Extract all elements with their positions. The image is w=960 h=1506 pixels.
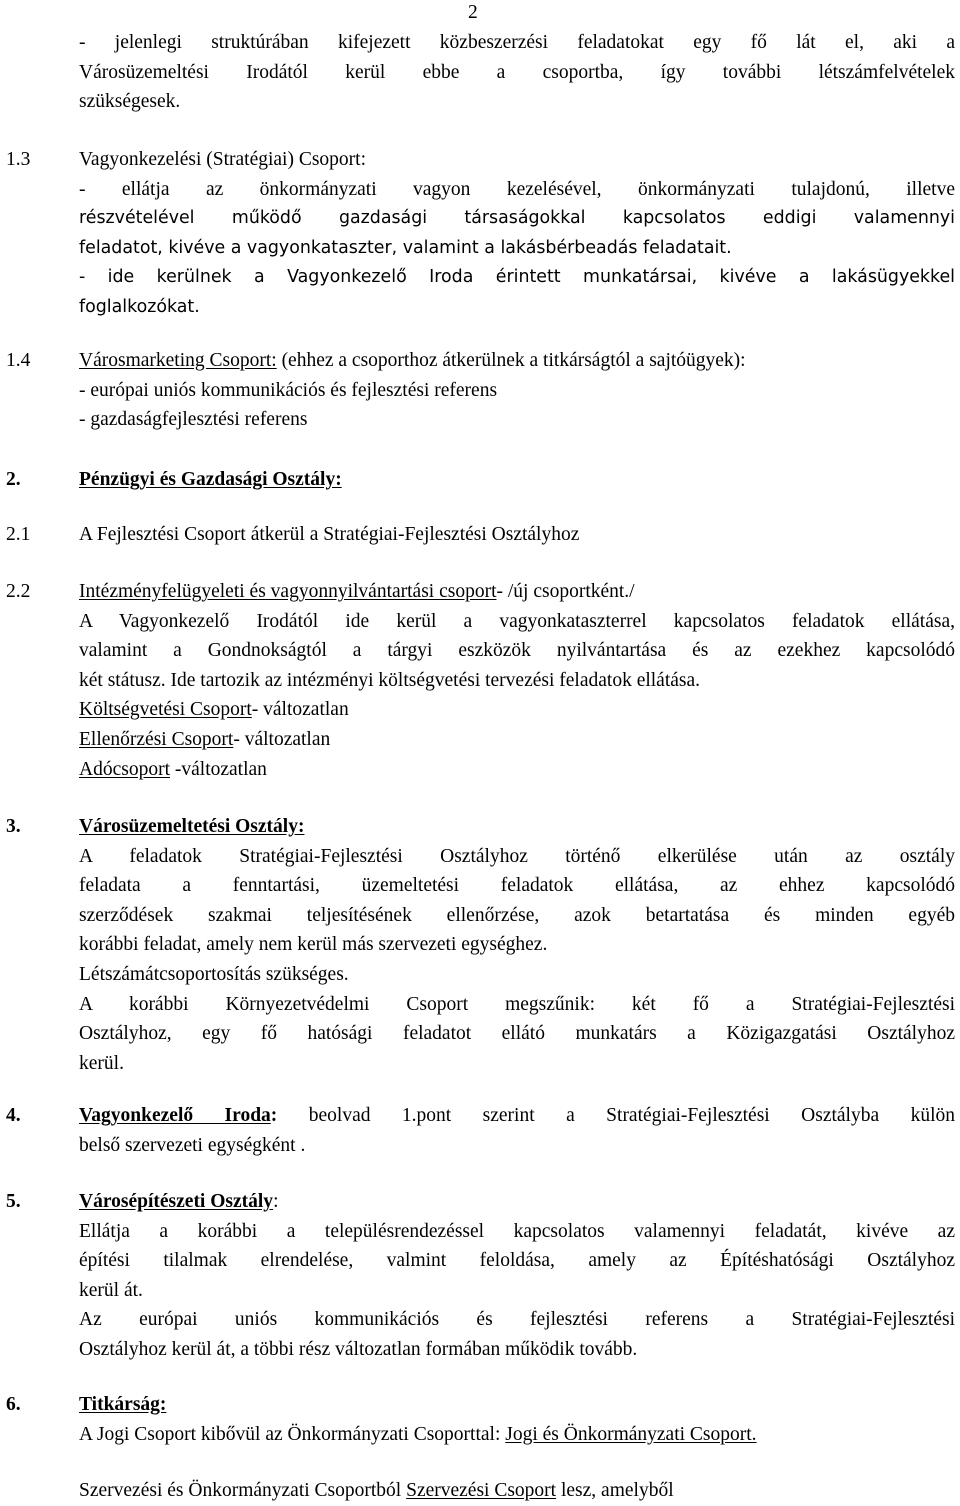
group-line-1 (79, 695, 955, 725)
section-heading-rest: - /új csoportként./ (496, 581, 635, 602)
group-status: -változatlan (170, 758, 267, 780)
section-line-4: Az európai uniós kommunikációs és fejlesztési referens a Stratégiai-Fejlesztési (79, 1309, 955, 1331)
section-heading: Vagyonkezelő Iroda (79, 1105, 271, 1126)
section-heading: Városüzemeltetési Osztály: (79, 816, 305, 837)
section-number: 1.3 (6, 149, 31, 170)
section-line-7: Osztályhoz, egy fő hatósági feladatot ellátó munkatárs a Közigazgatási Osztályhoz (79, 1023, 955, 1045)
section-number: 5. (6, 1191, 21, 1212)
section-line-5: foglalkozókat. (79, 296, 200, 317)
section-line-1: belső szervezeti egységként . (79, 1134, 306, 1156)
section-heading-line (79, 1187, 955, 1217)
group-name: Adócsoport (79, 758, 170, 780)
section-line-4: - ide kerülnek a Vagyonkezelő Iroda érintett munkatársai, kivéve a lakásügyekkel (79, 267, 955, 288)
section-heading: Titkárság: (79, 1394, 167, 1415)
intro-line-2: Városüzemeltési Irodától kerül ebbe a csoportba, így további létszámfelvételek (79, 61, 955, 83)
group-line-2 (79, 725, 955, 755)
section-line-3: feladatot, kivéve a vagyonkataszter, valamint a lakásbérbeadás feladatait. (79, 237, 732, 258)
section-line-3: kerül át. (79, 1279, 143, 1301)
section-heading: Városmarketing Csoport: (79, 350, 277, 371)
section-heading-rest: beolvad 1.pont szerint a Stratégiai-Fejlesztési Osztályba külön (277, 1105, 955, 1126)
section-line-6: A korábbi Környezetvédelmi Csoport megszűnik: két fő a Stratégiai-Fejlesztési (79, 993, 955, 1015)
section-line-text: A Jogi Csoport kibővül az Önkormányzati Csoporttal: (79, 1423, 506, 1445)
section-heading-line (79, 1101, 955, 1131)
section-line-1: A Vagyonkezelő Irodától ide kerül a vagyonkataszterrel kapcsolatos feladatok ellátása, (79, 610, 955, 632)
section-heading-colon: : (273, 1191, 279, 1212)
section-heading: Városépítészeti Osztály (79, 1191, 274, 1212)
closing-post: lesz, amelyből (556, 1480, 674, 1501)
intro-line-3: szükségesek. (79, 91, 181, 113)
section-line-2: építési tilalmak elrendelése, valmint feloldása, amely az Építéshatósági Osztályhoz (79, 1250, 955, 1272)
section-number: 2.1 (6, 524, 31, 545)
section-number: 2.2 (6, 581, 31, 602)
section-number: 2. (6, 469, 21, 490)
section-number: 1.4 (6, 350, 31, 371)
section-line-5: Létszámátcsoportosítás szükséges. (79, 963, 349, 985)
section-line-4: korábbi feladat, amely nem kerül más szervezeti egységhez. (79, 934, 548, 956)
section-line-5: Osztályhoz kerül át, a többi rész változatlan formában működik tovább. (79, 1338, 638, 1360)
section-heading-rest: (ehhez a csoporthoz átkerülnek a titkárságtól a sajtóügyek): (276, 350, 746, 371)
section-number: 4. (6, 1105, 21, 1126)
section-heading: Vagyonkezelési (Stratégiai) Csoport: (79, 149, 367, 170)
section-line-2: valamint a Gondnokságtól a tárgyi eszközök nyilvántartása és az ezekhez kapcsolódó (79, 640, 955, 662)
section-line-1 (79, 1420, 955, 1450)
section-heading-line (79, 577, 955, 607)
closing-line (79, 1476, 955, 1506)
closing-pre: Szervezési és Önkormányzati Csoportból (79, 1480, 407, 1501)
group-line-3 (79, 755, 955, 785)
section-heading: Intézményfelügyeleti és vagyonnyilvántartási csoport (79, 581, 497, 602)
section-line-1: Ellátja a korábbi a településrendezéssel kapcsolatos valamennyi feladatát, kivéve az (79, 1220, 955, 1242)
group-status: - változatlan (251, 699, 349, 721)
page-number: 2 (468, 2, 478, 23)
section-heading-colon: : (270, 1105, 278, 1126)
section-line-2: részvételével működő gazdasági társaságokkal kapcsolatos eddigi valamennyi (79, 208, 955, 229)
section-line-1: A feladatok Stratégiai-Fejlesztési Osztályhoz történő elkerülése után az osztály (79, 845, 955, 867)
section-text: A Fejlesztési Csoport átkerül a Stratégiai-Fejlesztési Osztályhoz (79, 524, 580, 545)
section-number: 3. (6, 816, 21, 837)
section-number: 6. (6, 1394, 21, 1415)
group-name: Költségvetési Csoport (79, 699, 252, 721)
section-line-1: - ellátja az önkormányzati vagyon kezelésével, önkormányzati tulajdonú, illetve (79, 178, 955, 200)
section-heading-line (79, 346, 955, 376)
section-line-3: szerződések szakmai teljesítésének ellenőrzése, azok betartatása és minden egyéb (79, 904, 955, 926)
group-status: - változatlan (233, 728, 331, 750)
section-line-2: - gazdaságfejlesztési referens (79, 409, 308, 431)
section-line-8: kerül. (79, 1052, 124, 1074)
section-heading: Pénzügyi és Gazdasági Osztály: (79, 469, 342, 490)
group-name: Ellenőrzési Csoport (79, 728, 234, 750)
section-line-2: feladata a fenntartási, üzemeltetési feladatok ellátása, az ehhez kapcsolódó (79, 875, 955, 897)
closing-group-name: Szervezési Csoport (406, 1480, 557, 1501)
section-line-3: két státusz. Ide tartozik az intézményi költségvetési tervezési feladatok ellátása. (79, 669, 701, 691)
intro-line-1: - jelenlegi struktúrában kifejezett közbeszerzési feladatokat egy fő lát el, aki a (79, 32, 955, 53)
new-group-name: Jogi és Önkormányzati Csoport. (505, 1423, 757, 1445)
section-line-1: - európai uniós kommunikációs és fejlesztési referens (79, 379, 498, 401)
